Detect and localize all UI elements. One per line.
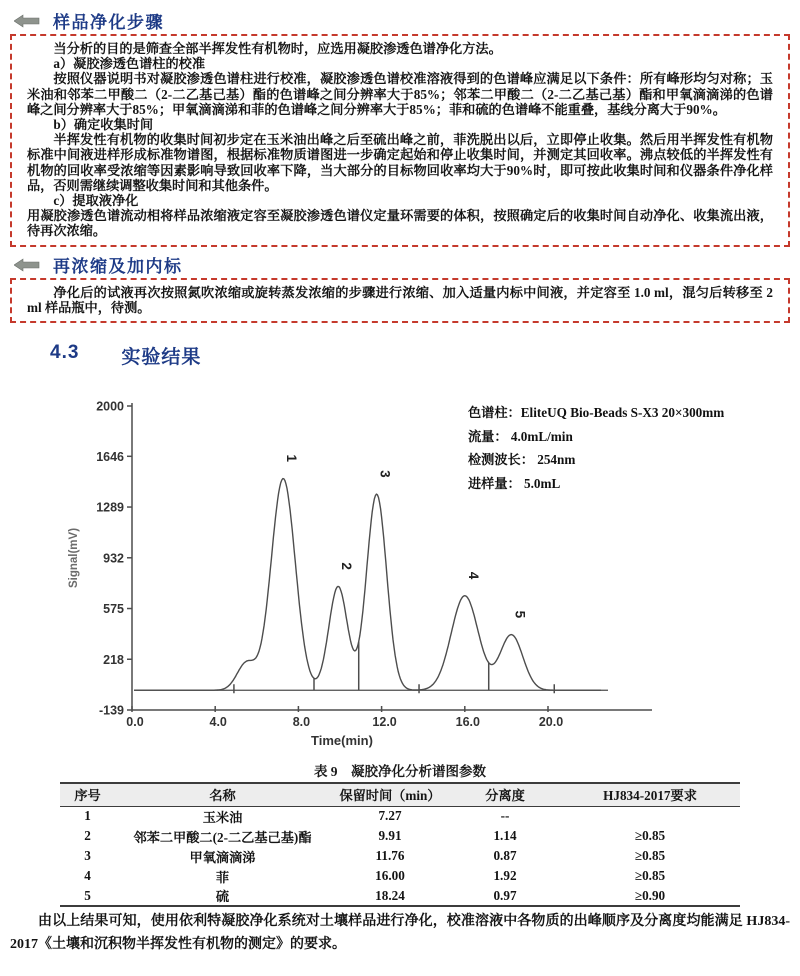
table-cell: 3 [84,848,91,863]
y-tick-label: 1646 [96,449,124,464]
table-cell: ≥0.90 [634,887,666,903]
table-cell: ≥0.85 [634,868,666,883]
table-cell: -- [500,808,510,824]
table-row [60,866,740,886]
section-title-cleanup: 样品净化步骤 [53,13,164,32]
section-arrow-icon [14,14,40,28]
table-cell: 11.76 [375,848,405,863]
table-header-row [60,783,740,806]
table-cell: 9.91 [378,828,402,843]
x-tick-label: 4.0 [209,715,227,729]
paragraph: 用凝胶渗透色谱流动相将样品浓缩液定容至凝胶渗透色谱仪定量环需要的体积，按照确定后的收集时间自动净化、收集流出液，待再次浓缩。 [27,208,773,239]
y-tick-label: 218 [103,652,124,667]
section-header-cleanup [14,8,164,33]
section-arrow-icon [14,258,40,272]
table-cell: 4 [84,868,91,883]
heading-4-3 [50,342,201,369]
y-tick-label: -139 [98,703,124,718]
x-tick-label: 8.0 [292,715,311,729]
chart-annotation-line: 进样量： 5.0mL [468,475,561,491]
table-cell [560,806,740,826]
table-row [60,886,740,906]
column-header: 分离度 [485,788,525,804]
table-cell: 菲 [215,869,230,885]
table-cell: 18.24 [375,887,405,903]
heading-number: 4.3 [50,342,80,363]
table-cell: 1 [84,808,91,824]
table-cell: ≥0.85 [634,828,666,843]
column-header: HJ834-2017要求 [603,788,697,804]
table-cell: 2 [84,828,91,843]
column-header: 名称 [209,788,236,804]
table-cell: 甲氧滴滴涕 [189,849,256,865]
peak-number-label: 1 [284,454,300,462]
chart-annotations [468,401,724,495]
chromatogram-curve [134,479,601,691]
peak-number-label: 4 [465,571,481,580]
y-tick-label: 932 [103,551,124,566]
paragraph: b）确定收集时间 [53,117,154,133]
conclusion-paragraph: 由以上结果可知，使用依利特凝胶净化系统对土壤样品进行净化，校准溶液中各物质的出峰顺序及分离度均能满足 HJ834-2017《土壤和沉积物半挥发性有机物的测定》的要求。 [10,914,790,952]
paragraph: 净化后的试液再次按照氮吹浓缩或旋转蒸发浓缩的步骤进行浓缩、加入适量内标中间液，并定容至 1.0 ml，混匀后转移至 2 ml 样品瓶中，待测。 [27,285,773,316]
table-cell: ≥0.85 [634,848,666,863]
paragraph: a）凝胶渗透色谱柱的校准 [53,56,206,72]
table-cell: 1.14 [493,828,517,843]
y-tick-label: 575 [103,602,124,617]
peak-number-label: 2 [339,562,355,570]
paragraph: c）提取液净化 [53,193,139,209]
x-tick-label: 20.0 [538,715,564,729]
table-body [60,806,740,906]
table-cell: 邻苯二甲酸二(2-二乙基己基)酯 [133,829,312,845]
table-cell: 1.92 [493,868,517,883]
column-header: 保留时间（min） [339,788,441,804]
table-row [60,846,740,866]
x-axis-label: Time(min) [311,733,373,748]
chart-annotation-line: 检测波长： 254nm [468,452,576,467]
table-cell: 0.97 [493,887,517,903]
x-tick-label: 16.0 [455,715,480,729]
heading-title: 实验结果 [121,347,202,368]
y-tick-label: 1289 [96,500,124,515]
peak-number-label: 3 [377,470,393,478]
y-axis-label: Signal(mV) [68,527,80,589]
chart-annotation-line: 色谱柱：EliteUQ Bio-Beads S-X3 20×300mm [468,405,725,420]
table-title: 表 9 凝胶净化分析谱图参数 [313,764,487,779]
table-cell: 硫 [215,889,230,904]
cleanup-steps-box [10,34,790,247]
table-row [60,806,740,826]
table-row [60,826,740,846]
x-tick-label: 12.0 [372,715,397,729]
paragraph: 当分析的目的是筛查全部半挥发性有机物时，应选用凝胶渗透色谱净化方法。 [53,41,502,56]
table-cell: 5 [84,887,91,903]
section-header-reconcentration [14,252,183,277]
x-tick-label: 0.0 [126,715,144,729]
paragraph: 半挥发性有机物的收集时间初步定在玉米油出峰之后至硫出峰之前，菲洗脱出以后，立即停止收集。然后用半挥发性有机物标准中间液进样形成标准物谱图，根据标准物质谱图进一步确定起始和停止收集时间，并测定其回收率。沸点较低的半挥发性有机物的回收率受浓缩等因素影响导致回收率下降，当大部分的目标物回收率均大于90%时，即可按此收集时间和仪器条件净化样品，否则需继续调整收集时间和其他条件。 [27,132,773,193]
peak-number-label: 5 [512,610,528,619]
table-cell: 16.00 [375,868,405,883]
table-cell: 玉米油 [202,809,243,825]
chart-annotation-line: 流量： 4.0mL/min [468,428,573,444]
table-cell: 7.27 [378,808,402,824]
reconcentration-box [10,278,790,323]
table-cell: 0.87 [493,848,517,863]
paragraph: 按照仪器说明书对凝胶渗透色谱柱进行校准，凝胶渗透色谱校准溶液得到的色谱峰应满足以下条件：所有峰形均匀对称；玉米油和邻苯二甲酸二（2-二乙基己基）酯的色谱峰之间分辨率大于85%；邻苯二甲酸二（2-二乙基己基）酯和甲氧滴滴涕的色谱峰之间分辨率大于85%；甲氧滴滴涕和菲的色谱峰之间分辨率大于85%；菲和硫的色谱峰不能重叠，基线分离大于90%。 [27,71,773,117]
section-title-reconcentration: 再浓缩及加内标 [53,257,183,276]
analysis-table [60,782,740,907]
column-header: 序号 [74,788,101,804]
y-tick-label: 2000 [96,399,124,414]
